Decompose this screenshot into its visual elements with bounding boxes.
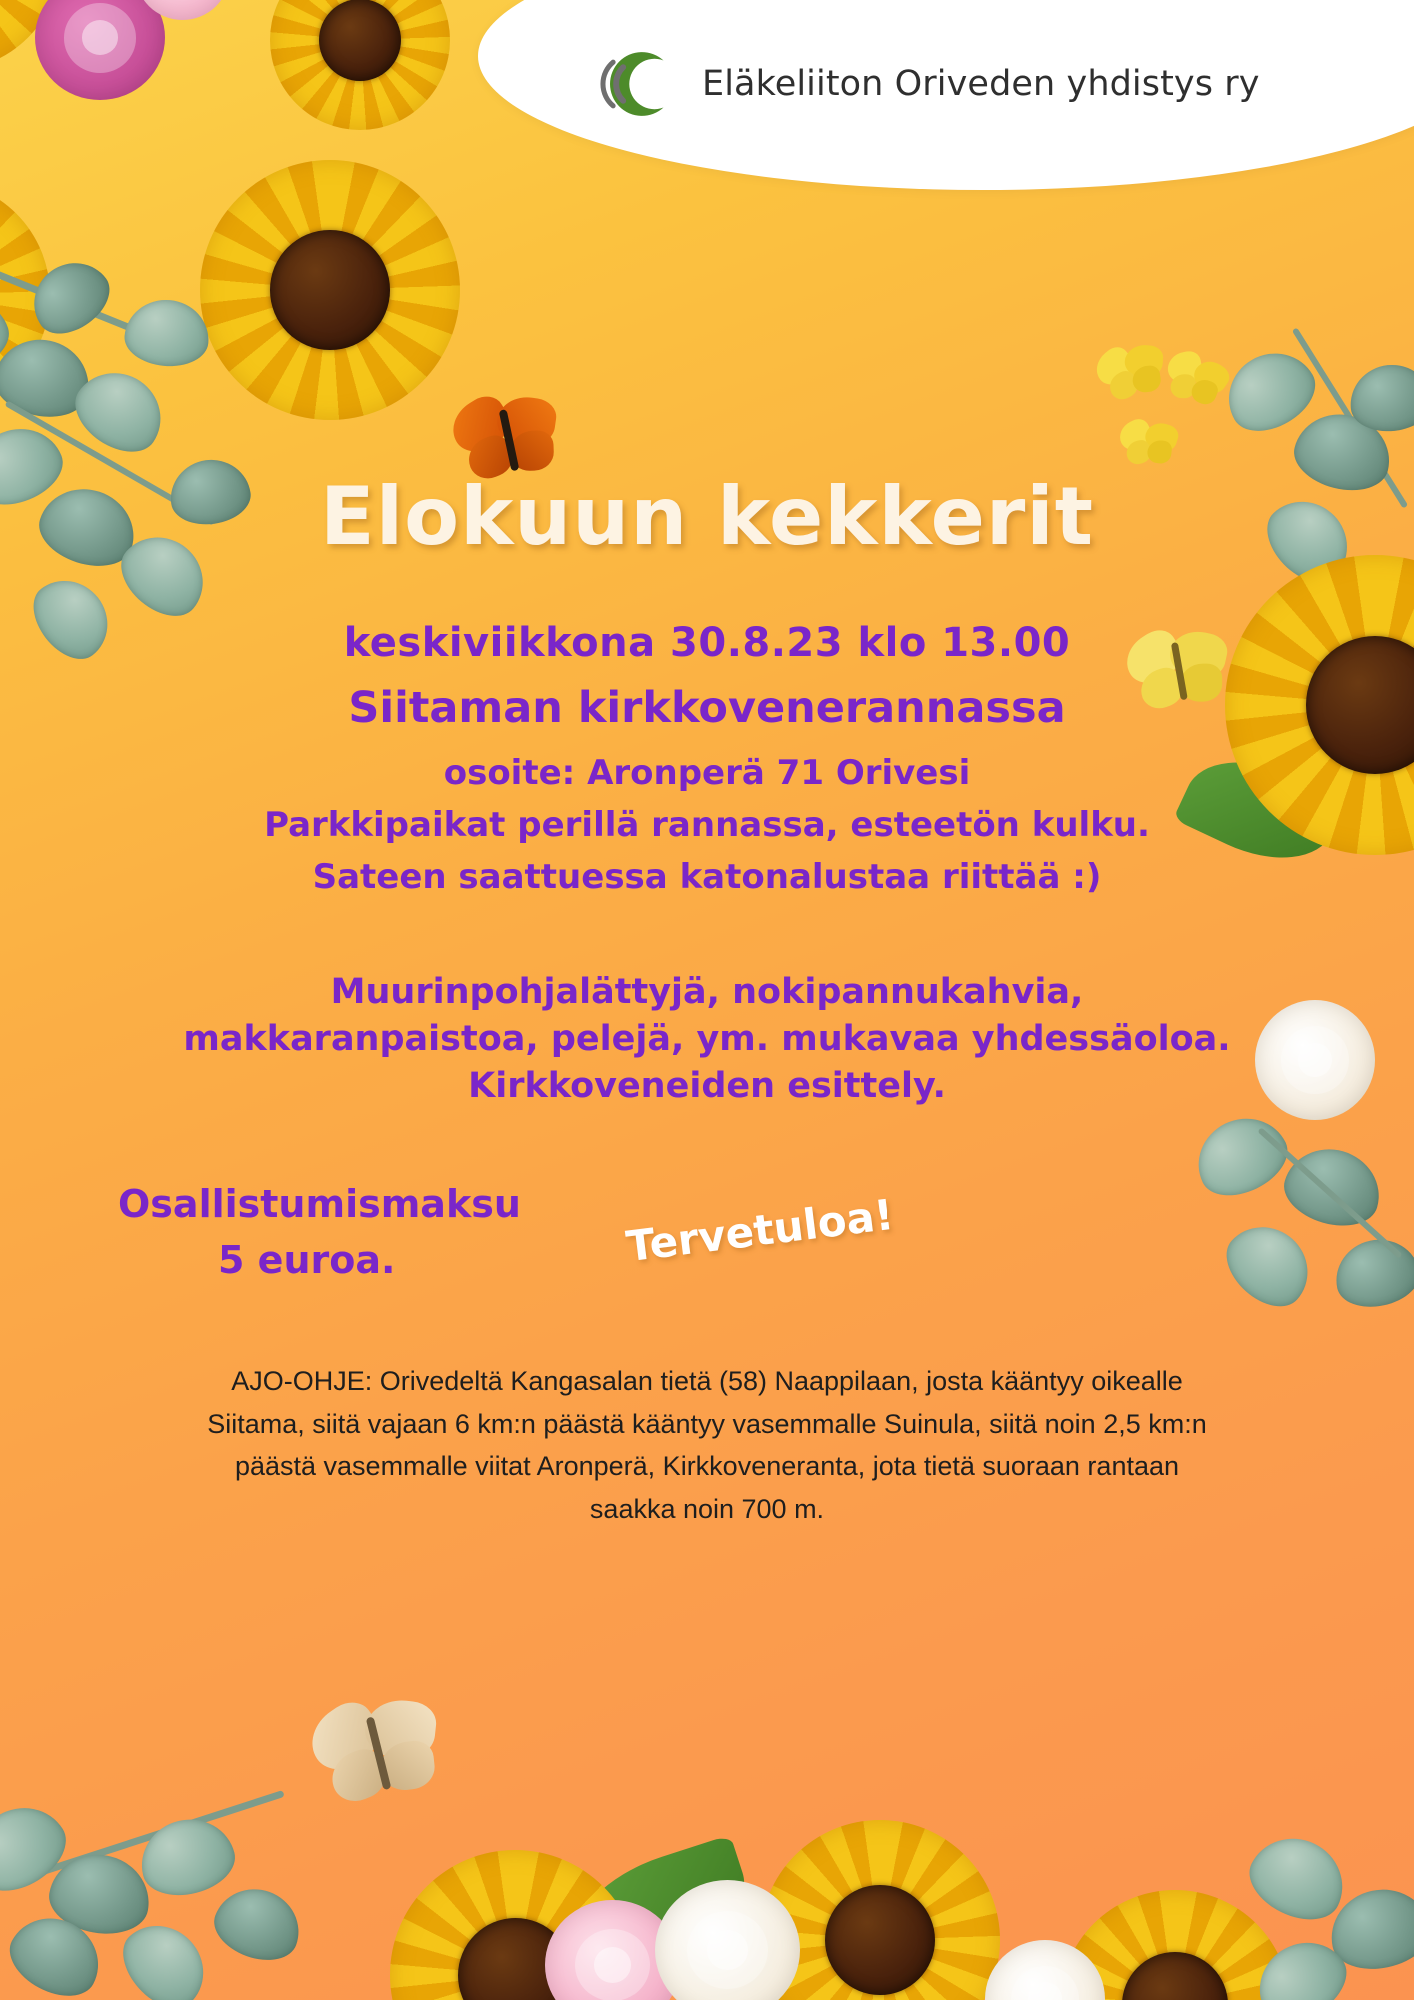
sunflower-icon	[390, 1850, 640, 2000]
eucalyptus-leaf-icon	[109, 1908, 221, 2000]
eucalyptus-leaf-icon	[0, 1903, 114, 2000]
eucalyptus-leaf-icon	[1323, 1880, 1414, 1977]
driving-directions: AJO-OHJE: Orivedeltä Kangasalan tietä (58) Naappilaan, josta kääntyy oikealle Siitama, siitä vajaan 6 km:n päästä kääntyy vasemmalle Suinula, siitä noin 2,5 km:n päästä vasemmalle viitat Aronperä, Kirkkoveneranta, jota tietä suoraan rantaan saakka noin 700 m.	[207, 1366, 1207, 1525]
fee-amount: 5 euroa.	[218, 1238, 396, 1283]
eucalyptus-leaf-icon	[1243, 1925, 1360, 2000]
welcome-text: Tervetuloa!	[623, 1189, 897, 1272]
rain-note: Sateen saattuessa katonalustaa riittää :)	[312, 857, 1102, 898]
floral-border-bottom	[0, 1690, 1414, 2000]
event-address: osoite: Aronperä 71 Orivesi	[443, 752, 971, 793]
organization-name: Eläkeliiton Oriveden yhdistys ry	[702, 63, 1260, 104]
event-details-block	[0, 617, 1414, 899]
eucalyptus-leaf-icon	[1238, 1823, 1358, 1933]
program-line-3: Kirkkoveneiden esittely.	[468, 1066, 946, 1107]
program-block	[0, 969, 1414, 1110]
fee-label: Osallistumismaksu	[118, 1182, 521, 1227]
event-venue: Siitaman kirkkovenerannassa	[348, 683, 1066, 733]
program-line-2: makkaranpaistoa, pelejä, ym. mukavaa yhdessäoloa.	[183, 1019, 1231, 1060]
program-line-1: Muurinpohjalättyjä, nokipannukahvia,	[330, 972, 1084, 1013]
page-title: Elokuun kekkerit	[320, 470, 1094, 563]
event-datetime: keskiviikkona 30.8.23 klo 13.00	[343, 620, 1071, 666]
parking-note: Parkkipaikat perillä rannassa, esteetön kulku.	[264, 805, 1150, 846]
sunflower-icon	[760, 1820, 1000, 2000]
carnation-bloom-icon	[545, 1900, 680, 2000]
eucalyptus-leaf-icon	[132, 1810, 241, 1905]
eucalyptus-leaf-icon	[206, 1877, 310, 1970]
butterfly-icon	[304, 1686, 457, 1824]
eucalyptus-leaf-icon	[0, 1790, 79, 1905]
green-leaf-icon	[559, 1835, 761, 1986]
rose-bloom-icon	[985, 1940, 1105, 2000]
rose-bloom-icon	[655, 1880, 800, 2000]
eucalyptus-leaf-icon	[44, 1847, 156, 1941]
sunflower-icon	[1060, 1890, 1290, 2000]
fee-block	[0, 1182, 1414, 1322]
